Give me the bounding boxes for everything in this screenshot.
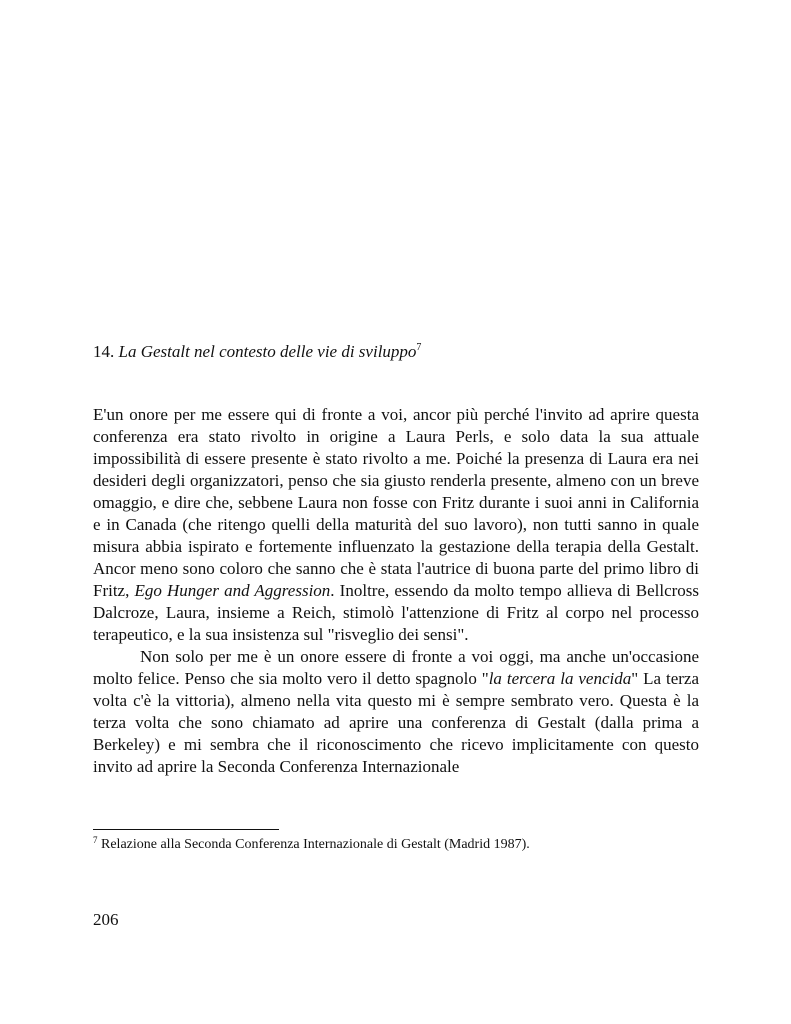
footnote-text: Relazione alla Seconda Conferenza Internazionale di Gestalt (Madrid 1987). [97,837,530,852]
paragraph-1-text-a: E'un onore per me essere qui di fronte a voi, ancor più perché l'invito ad aprire questa conferenza era stato rivolto in origine a Laura Perls, e solo data la sua attuale impossibilità di essere presente è stato rivolto a me. Poiché la presenza di Laura era nei desideri degli organizzatori, penso che sia giusto renderla presente, almeno con un breve omaggio, e dire che, sebbene Laura non fosse con Fritz durante i suoi anni in California e in Canada (che ritengo quelli della maturità del suo lavoro), non tutti sanno in quale misura abbia ispirato e fortemente influenzato la gestazione della terapia della Gestalt. Ancor meno sono coloro che sanno che è stata l'autrice di buona parte del primo libro di Fritz, [93,405,699,600]
paragraph-2 [93,646,699,778]
paragraph-1-text-b: . Inoltre, essendo da molto tempo allieva di Bellcross Dalcroze, Laura, insieme a Reich, stimolò l'attenzione di Fritz al corpo nel processo terapeutico, e la sua insistenza sul "risveglio dei sensi". [93,581,700,644]
page-number: 206 [93,910,119,929]
paragraph-1 [93,404,699,646]
footnote [93,836,530,854]
chapter-heading [93,341,421,363]
chapter-number: 14. [93,342,115,361]
body-text [93,404,699,778]
footnote-reference[interactable]: 7 [416,342,422,353]
spanish-proverb: la tercera la vencida [488,669,632,688]
paragraph-2-text-a: Non solo per me è un onore essere di fronte a voi oggi, ma anche un'occasione molto felice. Penso che sia molto vero il detto spagnolo " [93,647,699,688]
chapter-title: La Gestalt nel contesto delle vie di sviluppo [118,342,417,361]
footnote-divider [93,829,279,830]
paragraph-2-text-b: " La terza volta c'è la vittoria), almeno nella vita questo mi è sempre sembrato vero. Questa è la terza volta che sono chiamato ad aprire una conferenza di Gestalt (dalla prima a Berkeley) e mi sembra che il riconoscimento che ricevo implicitamente con questo invito ad aprire la Seconda Conferenza Internazionale [93,669,699,776]
footnote-number: 7 [93,835,98,845]
book-title: Ego Hunger and Aggression [134,581,331,600]
